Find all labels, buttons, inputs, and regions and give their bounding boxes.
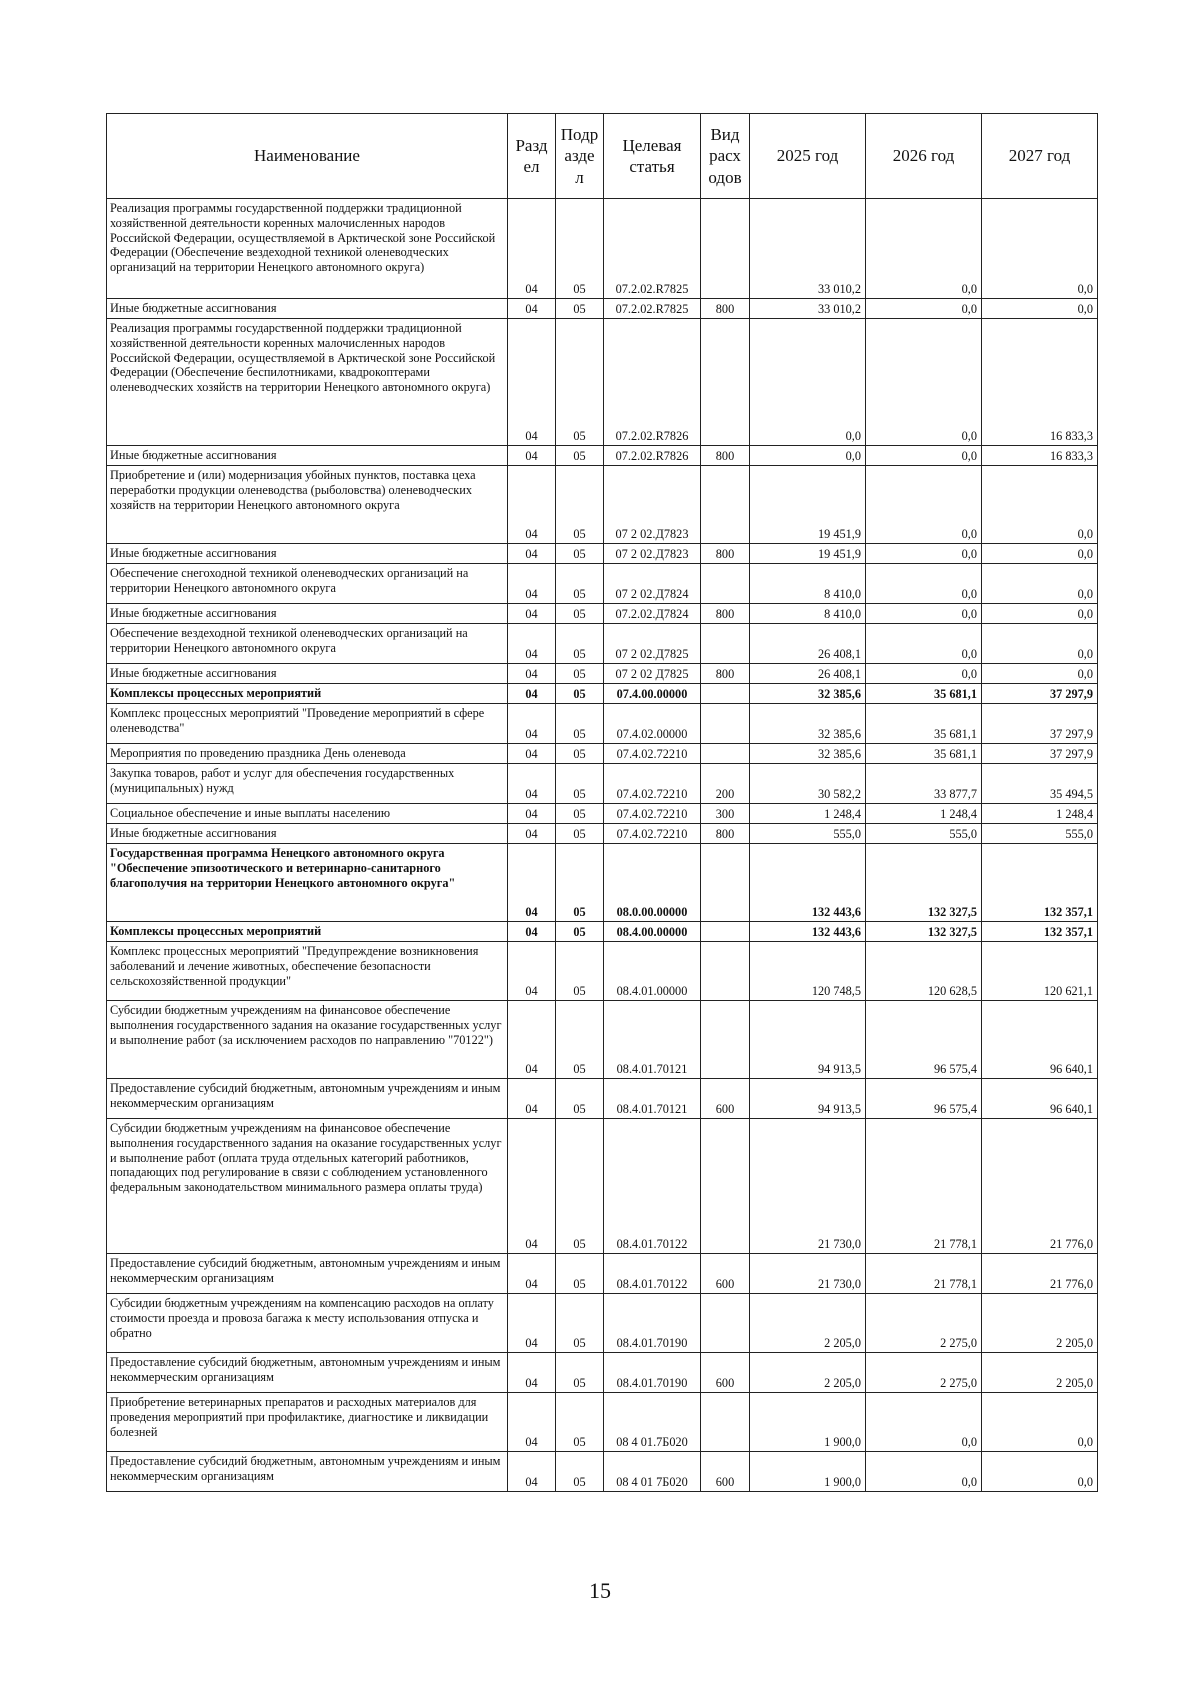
- cell-vid-rashodov: 800: [701, 446, 750, 466]
- cell-year-2027: 1 248,4: [982, 804, 1098, 824]
- cell-year-2027: 2 205,0: [982, 1353, 1098, 1393]
- cell-year-2026: 21 778,1: [866, 1119, 982, 1254]
- cell-year-2025: 32 385,6: [750, 744, 866, 764]
- cell-year-2026: 1 248,4: [866, 804, 982, 824]
- cell-vid-rashodov: [701, 319, 750, 446]
- cell-razdel: 04: [508, 466, 556, 544]
- cell-celevaya-statya: 07 2 02.Д7823: [604, 544, 701, 564]
- cell-celevaya-statya: 07.4.02.72210: [604, 744, 701, 764]
- cell-podrazdel: 05: [556, 446, 604, 466]
- cell-vid-rashodov: 800: [701, 664, 750, 684]
- cell-razdel: 04: [508, 824, 556, 844]
- table-row: [107, 1119, 1098, 1254]
- cell-vid-rashodov: [701, 624, 750, 664]
- cell-celevaya-statya: 08.4.01.00000: [604, 942, 701, 1001]
- cell-name: Реализация программы государственной поддержки традиционной хозяйственной деятельности коренных малочисленных народов Российской Федерации, осуществляемой в Арктической зоне Российской Федерации (Обеспечение вездеходной техникой оленеводческих организаций на территории Ненецкого автономного округа): [107, 199, 508, 299]
- cell-year-2026: 0,0: [866, 466, 982, 544]
- table-row: [107, 466, 1098, 544]
- cell-celevaya-statya: 08.4.01.70122: [604, 1254, 701, 1294]
- table-row: [107, 744, 1098, 764]
- cell-razdel: 04: [508, 744, 556, 764]
- cell-celevaya-statya: 08.4.01.70121: [604, 1079, 701, 1119]
- cell-celevaya-statya: 07.4.02.72210: [604, 804, 701, 824]
- table-row: [107, 942, 1098, 1001]
- cell-name: Иные бюджетные ассигнования: [107, 824, 508, 844]
- cell-razdel: 04: [508, 1294, 556, 1353]
- cell-podrazdel: 05: [556, 764, 604, 804]
- cell-year-2027: 0,0: [982, 1393, 1098, 1452]
- cell-name: Предоставление субсидий бюджетным, автономным учреждениям и иным некоммерческим организациям: [107, 1353, 508, 1393]
- cell-celevaya-statya: 08 4 01.7Б020: [604, 1393, 701, 1452]
- cell-year-2026: 132 327,5: [866, 844, 982, 922]
- cell-vid-rashodov: 800: [701, 299, 750, 319]
- cell-year-2027: 96 640,1: [982, 1001, 1098, 1079]
- cell-celevaya-statya: 07.4.02.72210: [604, 764, 701, 804]
- cell-year-2026: 2 275,0: [866, 1294, 982, 1353]
- cell-name: Иные бюджетные ассигнования: [107, 299, 508, 319]
- cell-podrazdel: 05: [556, 844, 604, 922]
- table-row: [107, 446, 1098, 466]
- cell-vid-rashodov: 600: [701, 1079, 750, 1119]
- cell-year-2026: 0,0: [866, 664, 982, 684]
- cell-year-2027: 555,0: [982, 824, 1098, 844]
- cell-vid-rashodov: [701, 684, 750, 704]
- cell-podrazdel: 05: [556, 1452, 604, 1492]
- table-row: [107, 564, 1098, 604]
- cell-year-2027: 0,0: [982, 1452, 1098, 1492]
- cell-year-2026: 21 778,1: [866, 1254, 982, 1294]
- cell-vid-rashodov: [701, 1119, 750, 1254]
- cell-year-2025: 19 451,9: [750, 544, 866, 564]
- cell-razdel: 04: [508, 604, 556, 624]
- cell-celevaya-statya: 07 2 02.Д7825: [604, 624, 701, 664]
- header-year-2026: 2026 год: [866, 114, 982, 199]
- cell-year-2025: 132 443,6: [750, 922, 866, 942]
- cell-podrazdel: 05: [556, 684, 604, 704]
- cell-name: Закупка товаров, работ и услуг для обеспечения государственных (муниципальных) нужд: [107, 764, 508, 804]
- cell-razdel: 04: [508, 684, 556, 704]
- cell-year-2025: 21 730,0: [750, 1119, 866, 1254]
- table-row: [107, 1393, 1098, 1452]
- cell-year-2027: 120 621,1: [982, 942, 1098, 1001]
- cell-name: Комплексы процессных мероприятий: [107, 922, 508, 942]
- cell-celevaya-statya: 07 2 02.Д7824: [604, 564, 701, 604]
- cell-vid-rashodov: [701, 466, 750, 544]
- cell-year-2025: 1 900,0: [750, 1393, 866, 1452]
- cell-razdel: 04: [508, 1079, 556, 1119]
- cell-year-2025: 94 913,5: [750, 1001, 866, 1079]
- cell-podrazdel: 05: [556, 624, 604, 664]
- header-vid-rashodov: Вид расх одов: [701, 114, 750, 199]
- page-number: 15: [589, 1578, 611, 1603]
- cell-razdel: 04: [508, 844, 556, 922]
- cell-year-2027: 0,0: [982, 624, 1098, 664]
- cell-year-2027: 0,0: [982, 544, 1098, 564]
- cell-year-2027: 16 833,3: [982, 446, 1098, 466]
- cell-year-2026: 0,0: [866, 624, 982, 664]
- cell-celevaya-statya: 08.4.01.70190: [604, 1294, 701, 1353]
- cell-year-2026: 96 575,4: [866, 1001, 982, 1079]
- table-row: [107, 604, 1098, 624]
- cell-name: Обеспечение снегоходной техникой оленеводческих организаций на территории Ненецкого автономного округа: [107, 564, 508, 604]
- table-row: [107, 1294, 1098, 1353]
- cell-name: Иные бюджетные ассигнования: [107, 604, 508, 624]
- cell-name: Предоставление субсидий бюджетным, автономным учреждениям и иным некоммерческим организациям: [107, 1079, 508, 1119]
- cell-name: Комплексы процессных мероприятий: [107, 684, 508, 704]
- cell-year-2025: 2 205,0: [750, 1353, 866, 1393]
- cell-podrazdel: 05: [556, 1353, 604, 1393]
- table-row: [107, 804, 1098, 824]
- cell-podrazdel: 05: [556, 319, 604, 446]
- cell-year-2026: 0,0: [866, 446, 982, 466]
- cell-razdel: 04: [508, 1393, 556, 1452]
- cell-year-2027: 96 640,1: [982, 1079, 1098, 1119]
- cell-year-2027: 0,0: [982, 664, 1098, 684]
- cell-year-2027: 0,0: [982, 604, 1098, 624]
- cell-year-2025: 8 410,0: [750, 604, 866, 624]
- cell-year-2025: 32 385,6: [750, 684, 866, 704]
- cell-year-2026: 0,0: [866, 299, 982, 319]
- cell-podrazdel: 05: [556, 1079, 604, 1119]
- cell-razdel: 04: [508, 1119, 556, 1254]
- cell-razdel: 04: [508, 804, 556, 824]
- cell-celevaya-statya: 07.4.02.72210: [604, 824, 701, 844]
- cell-vid-rashodov: 800: [701, 544, 750, 564]
- table-row: [107, 664, 1098, 684]
- cell-vid-rashodov: [701, 922, 750, 942]
- table-body: [107, 199, 1098, 1492]
- cell-name: Предоставление субсидий бюджетным, автономным учреждениям и иным некоммерческим организациям: [107, 1452, 508, 1492]
- cell-vid-rashodov: [701, 1393, 750, 1452]
- cell-name: Предоставление субсидий бюджетным, автономным учреждениям и иным некоммерческим организациям: [107, 1254, 508, 1294]
- cell-year-2025: 1 248,4: [750, 804, 866, 824]
- cell-vid-rashodov: 600: [701, 1254, 750, 1294]
- budget-table: [106, 113, 1098, 1492]
- cell-year-2025: 2 205,0: [750, 1294, 866, 1353]
- table-row: [107, 1452, 1098, 1492]
- cell-year-2026: 0,0: [866, 564, 982, 604]
- cell-year-2027: 2 205,0: [982, 1294, 1098, 1353]
- cell-name: Социальное обеспечение и иные выплаты населению: [107, 804, 508, 824]
- cell-vid-rashodov: [701, 942, 750, 1001]
- table-row: [107, 299, 1098, 319]
- cell-year-2027: 37 297,9: [982, 744, 1098, 764]
- cell-celevaya-statya: 07 2 02.Д7823: [604, 466, 701, 544]
- cell-year-2025: 26 408,1: [750, 664, 866, 684]
- table-row: [107, 199, 1098, 299]
- cell-podrazdel: 05: [556, 942, 604, 1001]
- cell-year-2026: 35 681,1: [866, 684, 982, 704]
- cell-razdel: 04: [508, 564, 556, 604]
- cell-year-2025: 19 451,9: [750, 466, 866, 544]
- cell-celevaya-statya: 08.0.00.00000: [604, 844, 701, 922]
- table-row: [107, 844, 1098, 922]
- cell-celevaya-statya: 07.2.02.R7826: [604, 319, 701, 446]
- cell-celevaya-statya: 07.4.00.00000: [604, 684, 701, 704]
- cell-razdel: 04: [508, 664, 556, 684]
- cell-razdel: 04: [508, 199, 556, 299]
- cell-celevaya-statya: 07.4.02.00000: [604, 704, 701, 744]
- cell-year-2025: 1 900,0: [750, 1452, 866, 1492]
- cell-name: Иные бюджетные ассигнования: [107, 664, 508, 684]
- cell-name: Приобретение и (или) модернизация убойных пунктов, поставка цеха переработки продукции оленеводства (рыболовства) оленеводческих хозяйств на территории Ненецкого автономного округа: [107, 466, 508, 544]
- cell-year-2027: 0,0: [982, 564, 1098, 604]
- cell-year-2025: 33 010,2: [750, 199, 866, 299]
- table-row: [107, 704, 1098, 744]
- cell-podrazdel: 05: [556, 564, 604, 604]
- cell-year-2026: 2 275,0: [866, 1353, 982, 1393]
- table-row: [107, 1079, 1098, 1119]
- cell-podrazdel: 05: [556, 1001, 604, 1079]
- cell-year-2026: 35 681,1: [866, 744, 982, 764]
- cell-podrazdel: 05: [556, 1294, 604, 1353]
- cell-razdel: 04: [508, 1353, 556, 1393]
- table-row: [107, 319, 1098, 446]
- cell-vid-rashodov: 300: [701, 804, 750, 824]
- cell-celevaya-statya: 08.4.01.70121: [604, 1001, 701, 1079]
- cell-razdel: 04: [508, 1254, 556, 1294]
- cell-podrazdel: 05: [556, 1254, 604, 1294]
- cell-year-2025: 30 582,2: [750, 764, 866, 804]
- cell-name: Субсидии бюджетным учреждениям на финансовое обеспечение выполнения государственного задания на оказание государственных услуг и выполнение работ (оплата труда отдельных категорий работников, попадающих под регулирование в связи с соблюдением установленного федеральным законодательством минимального размера оплаты труда): [107, 1119, 508, 1254]
- cell-year-2026: 0,0: [866, 544, 982, 564]
- cell-year-2026: 35 681,1: [866, 704, 982, 744]
- cell-podrazdel: 05: [556, 824, 604, 844]
- cell-vid-rashodov: [701, 1294, 750, 1353]
- cell-year-2025: 0,0: [750, 319, 866, 446]
- table-row: [107, 824, 1098, 844]
- cell-podrazdel: 05: [556, 466, 604, 544]
- cell-razdel: 04: [508, 942, 556, 1001]
- cell-year-2027: 21 776,0: [982, 1254, 1098, 1294]
- cell-podrazdel: 05: [556, 1393, 604, 1452]
- cell-razdel: 04: [508, 764, 556, 804]
- cell-year-2026: 132 327,5: [866, 922, 982, 942]
- cell-year-2027: 0,0: [982, 466, 1098, 544]
- cell-year-2027: 0,0: [982, 199, 1098, 299]
- cell-year-2027: 0,0: [982, 299, 1098, 319]
- cell-razdel: 04: [508, 922, 556, 942]
- cell-celevaya-statya: 07.2.02.R7825: [604, 199, 701, 299]
- cell-year-2026: 0,0: [866, 1452, 982, 1492]
- cell-podrazdel: 05: [556, 544, 604, 564]
- cell-name: Комплекс процессных мероприятий "Предупреждение возникновения заболеваний и лечение животных, обеспечение безопасности сельскохозяйственной продукции": [107, 942, 508, 1001]
- cell-year-2025: 33 010,2: [750, 299, 866, 319]
- table-header-row: [107, 114, 1098, 199]
- cell-vid-rashodov: [701, 844, 750, 922]
- cell-vid-rashodov: 600: [701, 1452, 750, 1492]
- table-row: [107, 922, 1098, 942]
- cell-year-2025: 94 913,5: [750, 1079, 866, 1119]
- cell-razdel: 04: [508, 1001, 556, 1079]
- cell-vid-rashodov: 200: [701, 764, 750, 804]
- cell-year-2025: 120 748,5: [750, 942, 866, 1001]
- cell-celevaya-statya: 07.2.02.Д7824: [604, 604, 701, 624]
- header-name: Наименование: [107, 114, 508, 199]
- cell-celevaya-statya: 07.2.02.R7826: [604, 446, 701, 466]
- cell-razdel: 04: [508, 704, 556, 744]
- header-celevaya-statya: Целевая статья: [604, 114, 701, 199]
- cell-razdel: 04: [508, 544, 556, 564]
- cell-year-2027: 35 494,5: [982, 764, 1098, 804]
- table-row: [107, 684, 1098, 704]
- cell-year-2025: 32 385,6: [750, 704, 866, 744]
- cell-name: Обеспечение вездеходной техникой оленеводческих организаций на территории Ненецкого автономного округа: [107, 624, 508, 664]
- cell-name: Реализация программы государственной поддержки традиционной хозяйственной деятельности коренных малочисленных народов Российской Федерации, осуществляемой в Арктической зоне Российской Федерации (Обеспечение беспилотниками, квадрокоптерами оленеводческих хозяйств на территории Ненецкого автономного округа): [107, 319, 508, 446]
- cell-vid-rashodov: 800: [701, 604, 750, 624]
- cell-year-2025: 555,0: [750, 824, 866, 844]
- header-podrazdel: Подр азде л: [556, 114, 604, 199]
- cell-celevaya-statya: 08.4.01.70122: [604, 1119, 701, 1254]
- cell-year-2026: 120 628,5: [866, 942, 982, 1001]
- cell-razdel: 04: [508, 299, 556, 319]
- cell-vid-rashodov: [701, 704, 750, 744]
- cell-year-2026: 555,0: [866, 824, 982, 844]
- cell-vid-rashodov: [701, 564, 750, 604]
- cell-celevaya-statya: 07.2.02.R7825: [604, 299, 701, 319]
- cell-vid-rashodov: 600: [701, 1353, 750, 1393]
- cell-razdel: 04: [508, 446, 556, 466]
- cell-podrazdel: 05: [556, 664, 604, 684]
- cell-year-2026: 0,0: [866, 1393, 982, 1452]
- cell-razdel: 04: [508, 624, 556, 664]
- cell-name: Комплекс процессных мероприятий "Проведение мероприятий в сфере оленеводства": [107, 704, 508, 744]
- cell-name: Иные бюджетные ассигнования: [107, 544, 508, 564]
- cell-year-2026: 33 877,7: [866, 764, 982, 804]
- cell-year-2025: 21 730,0: [750, 1254, 866, 1294]
- cell-podrazdel: 05: [556, 299, 604, 319]
- cell-year-2027: 16 833,3: [982, 319, 1098, 446]
- cell-year-2027: 132 357,1: [982, 844, 1098, 922]
- cell-razdel: 04: [508, 1452, 556, 1492]
- cell-name: Мероприятия по проведению праздника День оленевода: [107, 744, 508, 764]
- table-row: [107, 764, 1098, 804]
- cell-name: Субсидии бюджетным учреждениям на финансовое обеспечение выполнения государственного задания на оказание государственных услуг и выполнение работ (за исключением расходов по направлению "70122"): [107, 1001, 508, 1079]
- cell-podrazdel: 05: [556, 804, 604, 824]
- cell-year-2025: 132 443,6: [750, 844, 866, 922]
- cell-year-2026: 96 575,4: [866, 1079, 982, 1119]
- cell-razdel: 04: [508, 319, 556, 446]
- cell-podrazdel: 05: [556, 744, 604, 764]
- cell-year-2026: 0,0: [866, 319, 982, 446]
- cell-year-2027: 132 357,1: [982, 922, 1098, 942]
- cell-podrazdel: 05: [556, 704, 604, 744]
- header-year-2027: 2027 год: [982, 114, 1098, 199]
- cell-celevaya-statya: 08.4.00.00000: [604, 922, 701, 942]
- cell-year-2026: 0,0: [866, 199, 982, 299]
- cell-celevaya-statya: 08 4 01 7Б020: [604, 1452, 701, 1492]
- cell-celevaya-statya: 08.4.01.70190: [604, 1353, 701, 1393]
- cell-year-2025: 26 408,1: [750, 624, 866, 664]
- cell-vid-rashodov: [701, 1001, 750, 1079]
- header-razdel: Разд ел: [508, 114, 556, 199]
- cell-year-2026: 0,0: [866, 604, 982, 624]
- header-year-2025: 2025 год: [750, 114, 866, 199]
- cell-year-2025: 0,0: [750, 446, 866, 466]
- table-row: [107, 624, 1098, 664]
- cell-podrazdel: 05: [556, 922, 604, 942]
- table-row: [107, 1353, 1098, 1393]
- cell-year-2027: 37 297,9: [982, 704, 1098, 744]
- cell-podrazdel: 05: [556, 199, 604, 299]
- table-row: [107, 1001, 1098, 1079]
- cell-year-2025: 8 410,0: [750, 564, 866, 604]
- cell-podrazdel: 05: [556, 604, 604, 624]
- cell-year-2027: 21 776,0: [982, 1119, 1098, 1254]
- cell-name: Иные бюджетные ассигнования: [107, 446, 508, 466]
- cell-vid-rashodov: [701, 744, 750, 764]
- cell-year-2027: 37 297,9: [982, 684, 1098, 704]
- cell-vid-rashodov: [701, 199, 750, 299]
- cell-name: Приобретение ветеринарных препаратов и расходных материалов для проведения мероприятий при профилактике, диагностике и ликвидации болезней: [107, 1393, 508, 1452]
- table-row: [107, 1254, 1098, 1294]
- cell-name: Субсидии бюджетным учреждениям на компенсацию расходов на оплату стоимости проезда и провоза багажа к месту использования отпуска и обратно: [107, 1294, 508, 1353]
- cell-celevaya-statya: 07 2 02 Д7825: [604, 664, 701, 684]
- cell-vid-rashodov: 800: [701, 824, 750, 844]
- cell-name: Государственная программа Ненецкого автономного округа "Обеспечение эпизоотического и ветеринарно-санитарного благополучия на территории Ненецкого автономного округа": [107, 844, 508, 922]
- table-row: [107, 544, 1098, 564]
- cell-podrazdel: 05: [556, 1119, 604, 1254]
